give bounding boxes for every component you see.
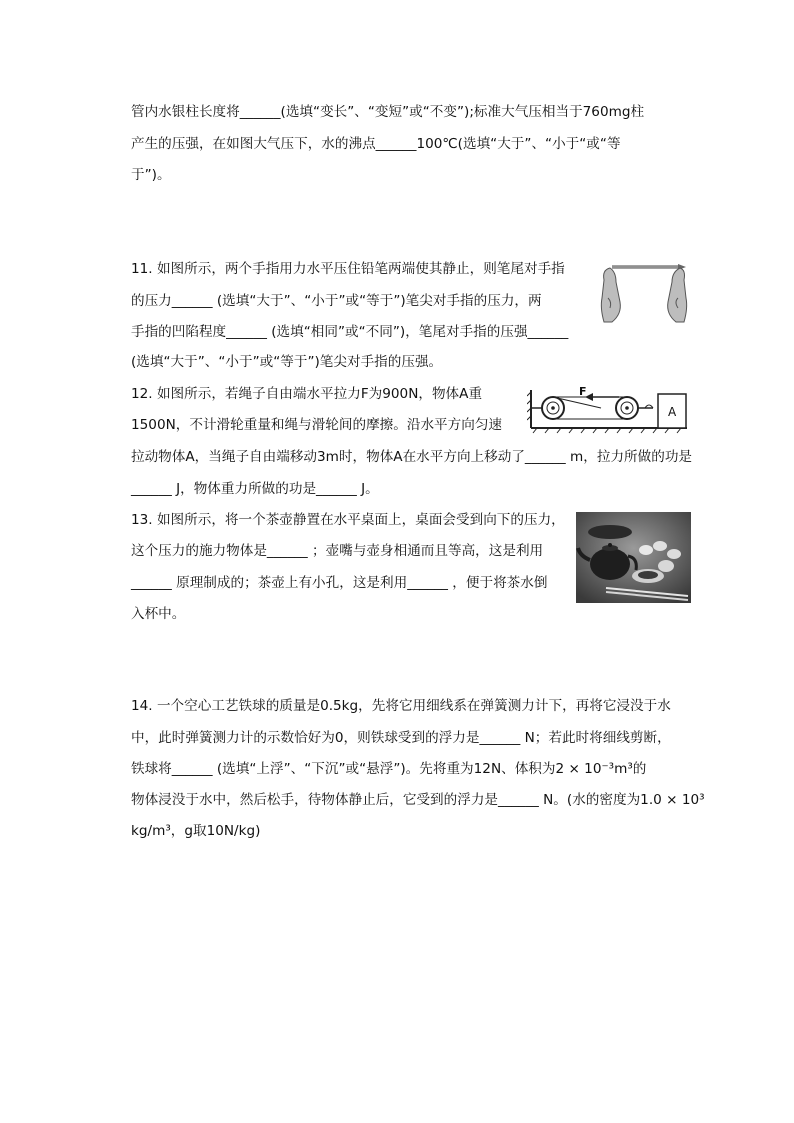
teapot-photo xyxy=(576,512,691,603)
q12-line-2: 1500N，不计滑轮重量和绳与滑轮间的摩擦。沿水平方向匀速 xyxy=(131,417,503,433)
q14-line-3: 铁球将______ (选填“上浮”、“下沉”或“悬浮”)。先将重为12N、体积为2 × 10⁻³m³的 xyxy=(131,761,647,777)
q12-line-4: ______ J，物体重力所做的功是______ J。 xyxy=(131,481,379,497)
q12-line-1: 12. 如图所示，若绳子自由端水平拉力F为900N，物体A重 xyxy=(131,386,483,402)
q11-line-4: (选填“大于”、“小于”或“等于”)笔尖对手指的压强。 xyxy=(131,354,443,370)
q14-line-5: kg/m³，g取10N/kg) xyxy=(131,823,261,839)
q13-line-1: 13. 如图所示，将一个茶壶静置在水平桌面上，桌面会受到向下的压力， xyxy=(131,512,565,528)
q11-line-3: 手指的凹陷程度______ (选填“相同”或“不同”)，笔尾对手指的压强______ xyxy=(131,324,569,340)
pulley-figure xyxy=(527,384,689,436)
q10-line-3: 于”)。 xyxy=(131,167,171,183)
q12-line-3: 拉动物体A，当绳子自由端移动3m时，物体A在水平方向上移动了______ m，拉力所做的功是 xyxy=(131,449,693,465)
q14-line-1: 14. 一个空心工艺铁球的质量是0.5kg，先将它用细线系在弹簧测力计下，再将它浸没于水 xyxy=(131,698,671,714)
block-a-label: A xyxy=(668,405,677,419)
q13-line-3: ______ 原理制成的；茶壶上有小孔，这是利用______ ，便于将茶水倒 xyxy=(131,575,548,591)
pencil-fingers-figure xyxy=(598,258,690,326)
q10-line-2: 产生的压强，在如图大气压下，水的沸点______100℃(选填“大于”、“小于“或“等 xyxy=(131,136,621,152)
q11-line-2: 的压力______ (选填“大于”、“小于”或“等于”)笔尖对手指的压力，两 xyxy=(131,293,542,309)
q10-line-1: 管内水银柱长度将______(选填“变长”、“变短”或“不变”);标准大气压相当于760mg柱 xyxy=(131,104,645,120)
force-f-label: F xyxy=(579,385,587,398)
q13-line-2: 这个压力的施力物体是______ ；壶嘴与壶身相通而且等高，这是利用 xyxy=(131,543,544,559)
q14-line-4: 物体浸没于水中，然后松手，待物体静止后，它受到的浮力是______ N。(水的密度为1.0 × 10³ xyxy=(131,792,705,808)
q13-line-4: 入杯中。 xyxy=(131,606,186,622)
q11-line-1: 11. 如图所示，两个手指用力水平压住铅笔两端使其静止，则笔尾对手指 xyxy=(131,261,565,277)
q14-line-2: 中，此时弹簧测力计的示数恰好为0，则铁球受到的浮力是______ N；若此时将细线剪断， xyxy=(131,730,671,746)
